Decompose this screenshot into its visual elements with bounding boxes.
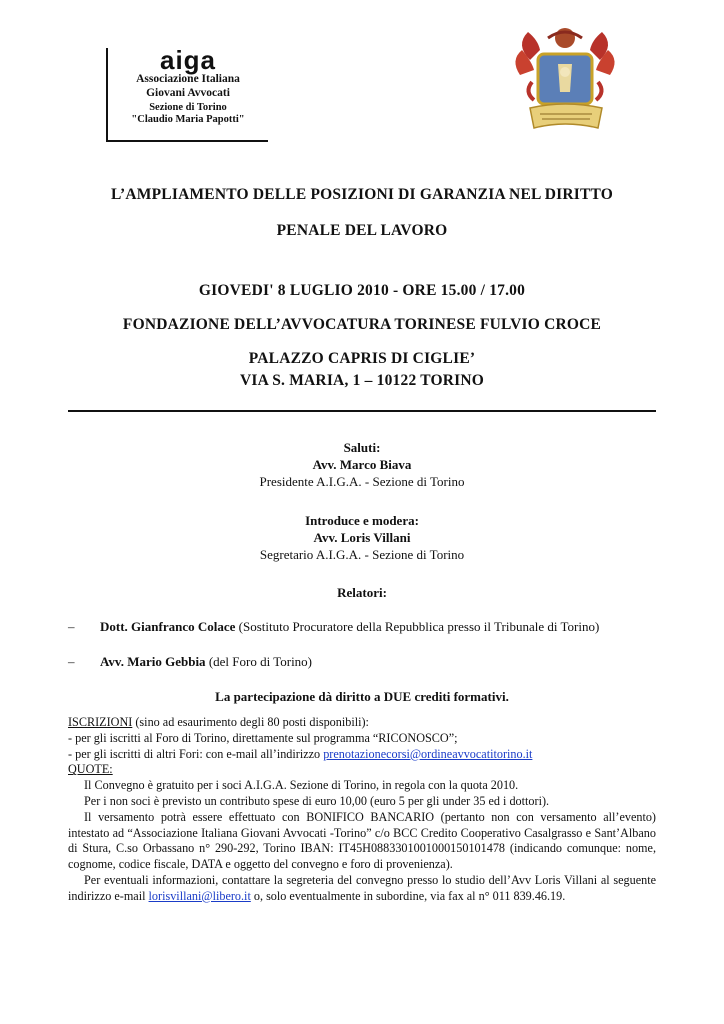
registration-line-2: - per gli iscritti di altri Fori: con e-mail all’indirizzo xyxy=(68,746,321,761)
event-address: VIA S. MARIA, 1 – 10122 TORINO xyxy=(240,372,484,389)
logo-section: Sezione di Torino xyxy=(149,102,227,113)
heraldic-emblem-icon xyxy=(510,20,620,145)
registration-label: ISCRIZIONI xyxy=(68,715,133,729)
event-date: GIOVEDI' 8 LUGLIO 2010 - ORE 15.00 / 17.00 xyxy=(198,282,526,299)
speaker-name: Avv. Mario Gebbia xyxy=(100,654,206,669)
moderator-heading: Introduce e modera: xyxy=(305,513,419,528)
logo-line-1: Associazione Italiana xyxy=(136,73,240,85)
greetings-block xyxy=(0,439,724,490)
conference-title-line-2: PENALE DEL LAVORO xyxy=(276,222,448,239)
greetings-heading: Saluti: xyxy=(343,440,381,455)
logo-line-2: Giovani Avvocati xyxy=(146,87,230,99)
speaker-item xyxy=(68,654,312,670)
speaker-name: Dott. Gianfranco Colace xyxy=(100,619,236,634)
registration-email-link[interactable]: prenotazionecorsi@ordineavvocatitorino.it xyxy=(323,746,533,761)
aiga-logo xyxy=(106,45,268,142)
speakers-heading: Relatori: xyxy=(337,585,387,600)
moderator-name: Avv. Loris Villani xyxy=(313,530,411,545)
speaker-dash: – xyxy=(68,619,75,634)
logo-dedication: "Claudio Maria Papotti" xyxy=(131,114,245,125)
moderator-role: Segretario A.I.G.A. - Sezione di Torino xyxy=(259,547,465,562)
registration-note: (sino ad esaurimento degli 80 posti disponibili): xyxy=(135,715,369,729)
divider xyxy=(68,410,656,412)
speaker-detail: (Sostituto Procuratore della Repubblica presso il Tribunale di Torino) xyxy=(238,619,600,634)
speaker-item xyxy=(68,619,599,635)
fees-paragraph-3: Il versamento potrà essere effettuato con BONIFICO BANCARIO (pertanto non con versamento all’evento) intestato ad “Associazione Italiana Giovani Avvocati -Torino” c/o BCC Credito Cooperativo Casalgrasso e Sant’Albano di Stura, C.so Orbassano n° 290-292, Torino IBAN: IT45H0883301001000150101478 (indicando comunque: nome, cognome, codice fiscale, DATA e oggetto del convegno e foro di provenienza). xyxy=(68,809,656,872)
greetings-role: Presidente A.I.G.A. - Sezione di Torino xyxy=(259,474,465,489)
moderator-block xyxy=(0,512,724,563)
fees-paragraph-4 xyxy=(68,873,656,905)
logo-name: aiga xyxy=(159,45,217,75)
speaker-dash: – xyxy=(68,654,75,669)
event-palace: PALAZZO CAPRIS DI CIGLIE’ xyxy=(248,350,476,367)
greetings-name: Avv. Marco Biava xyxy=(312,457,412,472)
contact-email-link[interactable]: lorisvillani@libero.it xyxy=(148,888,251,903)
fees-paragraph-2: Per i non soci è previsto un contributo spese di euro 10,00 (euro 5 per gli under 35 ed i dottori). xyxy=(84,793,550,808)
fees-label: QUOTE: xyxy=(68,762,113,777)
contact-text: Per eventuali informazioni, contattare la segreteria del convegno presso lo studio dell’Avv Loris Villani al seguente indirizzo e-mail xyxy=(68,872,656,903)
conference-title-line-1: L’AMPLIAMENTO DELLE POSIZIONI DI GARANZIA NEL DIRITTO xyxy=(110,186,614,203)
speaker-detail: (del Foro di Torino) xyxy=(208,654,313,669)
event-venue: FONDAZIONE DELL’AVVOCATURA TORINESE FULVIO CROCE xyxy=(122,316,602,333)
info-section xyxy=(68,715,656,905)
contact-fax: o, solo eventualmente in subordine, via fax al n° 011 839.46.19. xyxy=(253,888,566,903)
fees-paragraph-1: Il Convegno è gratuito per i soci A.I.G.A. Sezione di Torino, in regola con la quota 2010. xyxy=(84,778,519,793)
registration-line-1: - per gli iscritti al Foro di Torino, direttamente sul programma “RICONOSCO”; xyxy=(68,730,458,745)
credits-note: La partecipazione dà diritto a DUE crediti formativi. xyxy=(215,689,509,704)
